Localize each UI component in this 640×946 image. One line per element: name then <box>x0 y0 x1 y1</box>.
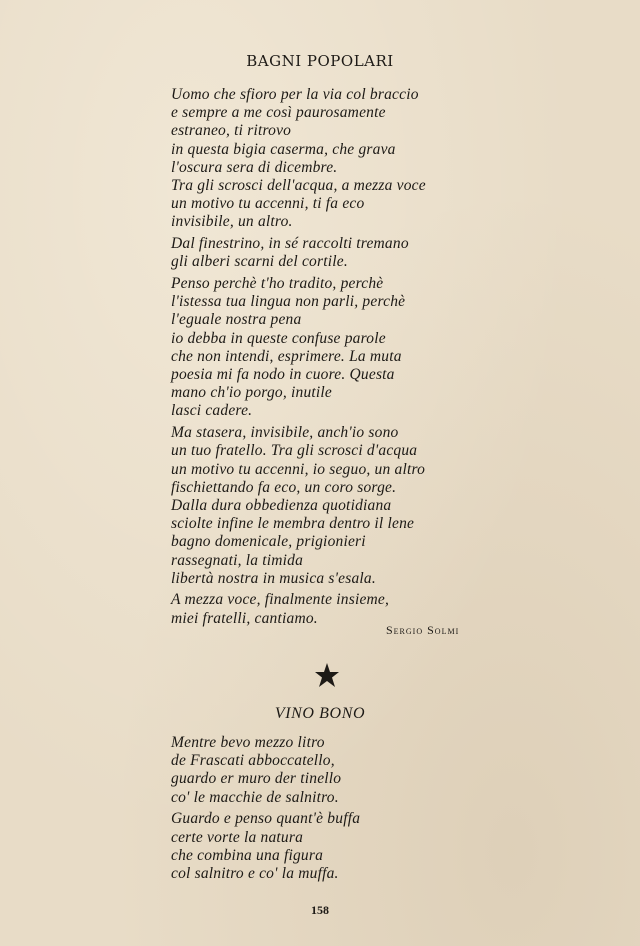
verse-line: bagno domenicale, prigionieri <box>171 533 366 551</box>
poem-body <box>171 734 360 887</box>
verse-line: poesia mi fa nodo in cuore. Questa <box>171 366 395 384</box>
verse-line: Dal finestrino, in sé raccolti tremano <box>171 235 409 253</box>
verse-line: lasci cadere. <box>171 402 253 420</box>
author-signature: Sergio Solmi <box>386 623 460 637</box>
verse-line: Penso perchè t'ho tradito, perchè <box>171 275 384 293</box>
verse-line: invisibile, un altro. <box>171 213 293 231</box>
verse-line: io debba in queste confuse parole <box>171 329 386 347</box>
verse-line: miei fratelli, cantiamo. <box>171 609 318 627</box>
verse-line: Mentre bevo mezzo litro <box>171 734 325 751</box>
verse-line: fischiettando fa eco, un coro sorge. <box>171 478 397 496</box>
verse-line: certe vorte la natura <box>171 828 304 846</box>
verse-line: un motivo tu accenni, ti fa eco <box>171 195 365 213</box>
verse-line: un tuo fratello. Tra gli scrosci d'acqua <box>171 442 418 460</box>
poem-title: BAGNI POPOLARI <box>246 52 394 70</box>
verse-line: guardo er muro der tinello <box>171 770 342 788</box>
verse-line: A mezza voce, finalmente insieme, <box>171 591 390 609</box>
stanza <box>171 275 426 421</box>
verse-line: Dalla dura obbedienza quotidiana <box>171 496 392 514</box>
stanza <box>171 86 426 232</box>
verse-line: col salnitro e co' la muffa. <box>171 864 339 882</box>
verse-line: l'oscura sera di dicembre. <box>171 158 338 176</box>
verse-line: in questa bigia caserma, che grava <box>171 140 396 158</box>
verse-line: Uomo che sfioro per la via col braccio <box>171 86 419 103</box>
star-icon <box>314 662 340 688</box>
verse-line: estraneo, ti ritrovo <box>171 122 292 140</box>
verse-line: co' le macchie de salnitro. <box>171 788 339 806</box>
verse-line: gli alberi scarni del cortile. <box>171 253 348 271</box>
verse-line: che combina una figura <box>171 846 324 864</box>
verse-line: l'istessa tua lingua non parli, perchè <box>171 293 406 311</box>
stanza <box>171 734 360 807</box>
stanza <box>171 810 360 883</box>
stanza <box>171 235 426 271</box>
page-number: 158 <box>311 903 329 917</box>
verse-line: e sempre a me così paurosamente <box>171 104 386 122</box>
verse-line: un motivo tu accenni, io seguo, un altro <box>171 460 426 478</box>
poem-body <box>171 86 426 631</box>
verse-line: che non intendi, esprimere. La muta <box>171 347 402 365</box>
stanza <box>171 424 426 588</box>
verse-line: Tra gli scrosci dell'acqua, a mezza voce <box>171 177 426 195</box>
verse-line: sciolte infine le membra dentro il lene <box>171 515 415 533</box>
verse-line: Ma stasera, invisibile, anch'io sono <box>171 424 399 442</box>
poem-title: VINO BONO <box>274 705 366 722</box>
verse-line: rassegnati, la timida <box>171 551 304 569</box>
verse-line: Guardo e penso quant'è buffa <box>171 810 361 828</box>
verse-line: libertà nostra in musica s'esala. <box>171 569 376 587</box>
verse-line: mano ch'io porgo, inutile <box>171 384 333 402</box>
verse-line: l'eguale nostra pena <box>171 311 302 329</box>
verse-line: de Frascati abboccatello, <box>171 752 335 770</box>
